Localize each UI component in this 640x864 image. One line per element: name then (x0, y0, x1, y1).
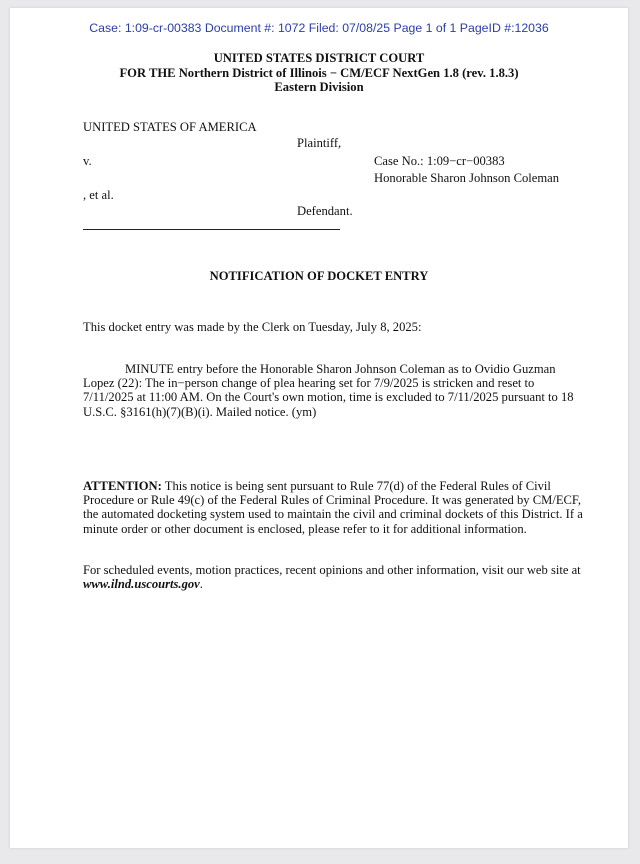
footer-info (83, 563, 583, 591)
filing-stamp: Case: 1:09-cr-00383 Document #: 1072 Filed: 07/08/25 Page 1 of 1 PageID #:12036 (89, 21, 549, 35)
entry-intro: This docket entry was made by the Clerk on Tuesday, July 8, 2025: (83, 320, 422, 334)
attention-label: ATTENTION: (83, 479, 162, 493)
defendant-role: Defendant. (297, 204, 353, 218)
caption-divider (83, 229, 340, 230)
footer-text: For scheduled events, motion practices, recent opinions and other information, visit our web site at (83, 563, 581, 577)
plaintiff-role: Plaintiff, (297, 136, 342, 150)
attention-notice (83, 479, 583, 536)
minute-entry: MINUTE entry before the Honorable Sharon Johnson Coleman as to Ovidio Guzman Lopez (22): The in−person change of plea hearing set for 7/9/2025 is stricken and reset to 7/11/2025 at 11:00 AM. On the Court's own motion, time is excluded to 7/11/2025 pursuant to 18 U.S.C. §3161(h)(7)(B)(i). Mailed notice. (ym) (83, 362, 574, 419)
court-website-link[interactable]: www.ilnd.uscourts.gov (83, 577, 200, 592)
defendant-name: , et al. (83, 188, 114, 202)
plaintiff-name: UNITED STATES OF AMERICA (83, 120, 257, 134)
notice-title: NOTIFICATION OF DOCKET ENTRY (209, 269, 429, 283)
judge-name: Honorable Sharon Johnson Coleman (374, 171, 560, 185)
versus: v. (83, 154, 92, 168)
document-page (10, 8, 628, 848)
court-name: UNITED STATES DISTRICT COURT (213, 51, 425, 65)
attention-text: This notice is being sent pursuant to Rule 77(d) of the Federal Rules of Civil Procedure or Rule 49(c) of the Federal Rules of Criminal Procedure. It was generated by CM/ECF, the automated docketing system used to maintain the civil and criminal dockets of this District. If a minute order or other document is enclosed, please refer to it for additional information. (83, 479, 583, 536)
case-number: Case No.: 1:09−cr−00383 (374, 154, 505, 168)
footer-period: . (199, 577, 203, 592)
court-district: FOR THE Northern District of Illinois − CM/ECF NextGen 1.8 (rev. 1.8.3) (119, 65, 519, 80)
court-header (10, 51, 628, 95)
court-division: Eastern Division (274, 80, 364, 94)
